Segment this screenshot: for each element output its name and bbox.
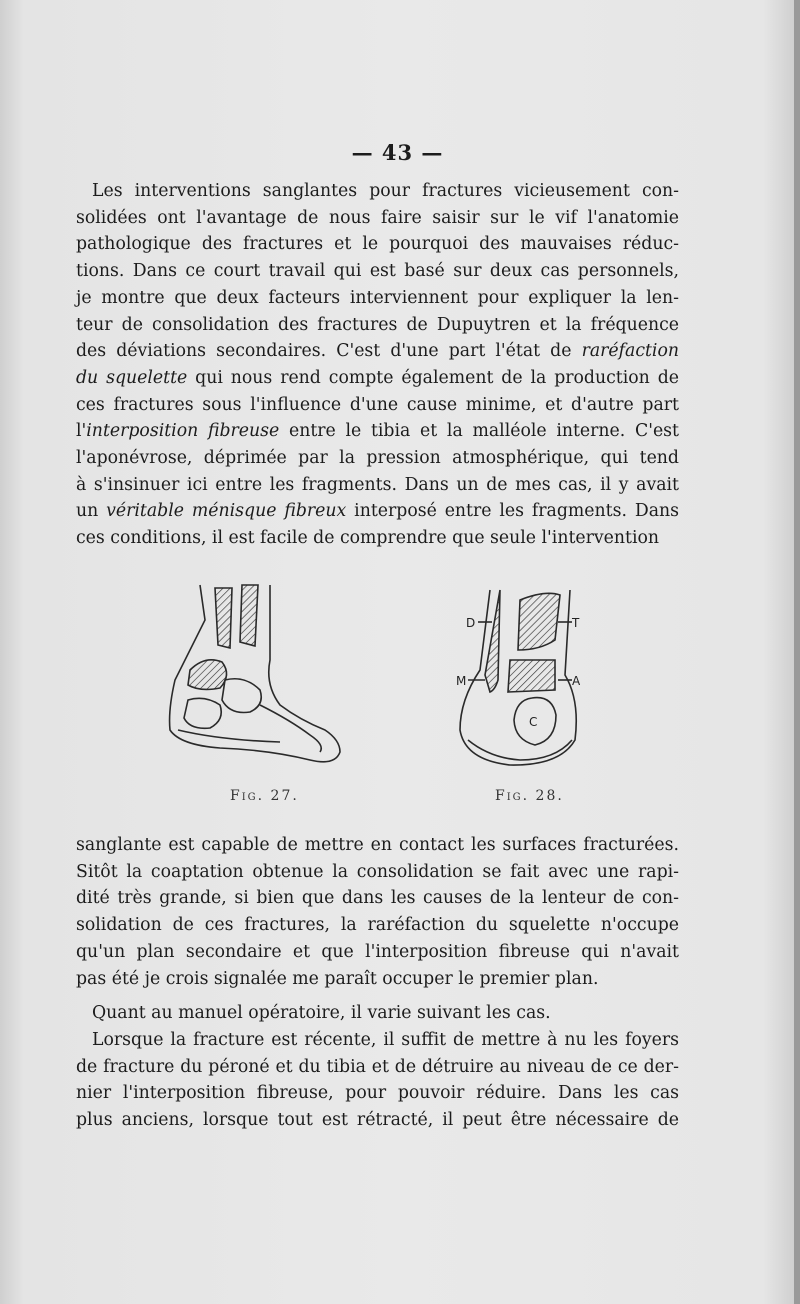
- fig28-label-m: M: [456, 674, 467, 688]
- text-line: [76, 338, 679, 365]
- text-line: je montre que deux facteurs interviennent pour expliquer la len-: [76, 287, 679, 308]
- fig28-caption: Fig. 28.: [495, 788, 564, 804]
- text-line: solidées ont l'avantage de nous faire saisir sur le vif l'anatomie: [76, 207, 679, 228]
- figure-block: [160, 580, 580, 810]
- text-segment: entre le tibia et la malléole interne. C'est: [279, 421, 679, 442]
- text-line: nier l'interposition fibreuse, pour pouvoir réduire. Dans les cas: [76, 1083, 679, 1104]
- paragraph-4: [76, 1027, 679, 1134]
- fig28-drawing: [460, 590, 576, 765]
- text-line: l'aponévrose, déprimée par la pression atmosphérique, qui tend: [76, 448, 679, 469]
- text-line: plus anciens, lorsque tout est rétracté, il peut être nécessaire de: [76, 1110, 679, 1131]
- text-segment: un: [76, 501, 107, 522]
- paragraph-1: [76, 178, 679, 552]
- italic-term: véritable ménisque fibreux: [106, 501, 347, 522]
- text-line: solidation de ces fractures, la raréfaction du squelette n'occupe: [76, 915, 679, 936]
- text-line: [76, 365, 679, 392]
- text-line: teur de consolidation des fractures de Dupuytren et la fréquence: [76, 314, 679, 335]
- text-segment: des déviations secondaires. C'est d'une part l'état de: [76, 341, 582, 362]
- italic-term: raréfaction: [581, 341, 679, 362]
- text-line: à s'insinuer ici entre les fragments. Dans un de mes cas, il y avait: [76, 474, 679, 495]
- fig28-label-a: A: [572, 674, 580, 688]
- fig28-label-t: T: [572, 616, 580, 630]
- text-line: tions. Dans ce court travail qui est basé sur deux cas personnels,: [76, 261, 679, 282]
- paragraph-2: [76, 832, 679, 992]
- text-line: de fracture du péroné et du tibia et de détruire au niveau de ce der-: [76, 1056, 679, 1077]
- text-line: dité très grande, si bien que dans les causes de la lenteur de con-: [76, 888, 679, 909]
- text-line: Lorsque la fracture est récente, il suffit de mettre à nu les foyers: [92, 1030, 679, 1050]
- page-edge: [794, 0, 800, 1304]
- text-line: Les interventions sanglantes pour fractures vicieusement con-: [92, 181, 679, 201]
- italic-term: interposition fibreuse: [86, 421, 280, 442]
- text-line: Quant au manuel opératoire, il varie suivant les cas.: [92, 1003, 551, 1023]
- text-line: pathologique des fractures et le pourquoi des mauvaises réduc-: [76, 234, 679, 255]
- fig27-caption: Fig. 27.: [230, 788, 299, 804]
- text-line: [76, 418, 679, 445]
- italic-term: du squelette: [76, 367, 188, 388]
- figure-illustrations: [160, 580, 580, 790]
- fig28-label-c: C: [529, 715, 538, 729]
- fig28-label-d: D: [466, 616, 476, 630]
- paragraph-3: [76, 1000, 679, 1027]
- fig27-drawing: [170, 585, 340, 762]
- text-segment: l': [76, 421, 87, 442]
- text-line: [76, 498, 679, 525]
- text-line: qu'un plan secondaire et que l'interposition fibreuse qui n'avait: [76, 941, 679, 962]
- text-line: ces conditions, il est facile de comprendre que seule l'intervention: [76, 528, 660, 549]
- text-line: pas été je crois signalée me paraît occuper le premier plan.: [76, 968, 599, 989]
- text-line: Sitôt la coaptation obtenue la consolidation se fait avec une rapi-: [76, 861, 679, 882]
- text-segment: qui nous rend compte également de la production de: [187, 367, 679, 388]
- page-number: — 43 —: [351, 140, 444, 165]
- text-segment: interposé entre les fragments. Dans: [346, 501, 679, 522]
- text-line: sanglante est capable de mettre en contact les surfaces fracturées.: [76, 835, 679, 855]
- text-line: ces fractures sous l'influence d'une cause minime, et d'autre part: [76, 394, 679, 415]
